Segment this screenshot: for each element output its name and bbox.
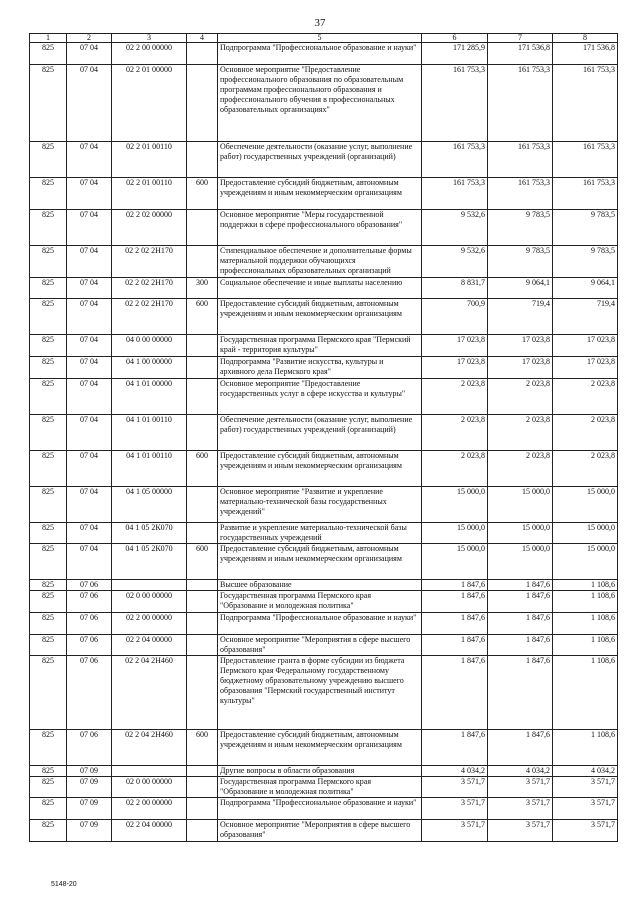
kvsr-code-cell: 825 [30,487,67,523]
table-row [30,65,618,142]
amount-cell-1: 1 847,6 [422,580,488,591]
amount-cell-2: 3 571,7 [488,777,553,798]
expense-type-cell [187,613,218,635]
section-code-cell: 07 06 [67,635,112,656]
table-row [30,730,618,766]
amount-cell-2: 9 783,5 [488,246,553,278]
amount-cell-3: 1 108,6 [553,591,618,613]
description-cell: Социальное обеспечение и иные выплаты населению [218,278,422,299]
expense-type-cell [187,777,218,798]
target-code-cell: 02 0 00 00000 [112,591,187,613]
section-code-cell: 07 04 [67,246,112,278]
description-cell: Подпрограмма "Профессиональное образование и науки" [218,613,422,635]
expense-type-cell [187,766,218,777]
table-row [30,178,618,210]
kvsr-code-cell: 825 [30,357,67,379]
kvsr-code-cell: 825 [30,523,67,544]
expense-type-cell [187,357,218,379]
kvsr-code-cell: 825 [30,65,67,142]
amount-cell-2: 15 000,0 [488,523,553,544]
amount-cell-2: 15 000,0 [488,544,553,580]
description-cell: Основное мероприятие "Развитие и укрепление материально-технической базы государственных учреждений" [218,487,422,523]
description-cell: Основное мероприятие "Мероприятия в сфере высшего образования" [218,820,422,842]
target-code-cell: 02 2 02 00000 [112,210,187,246]
budget-table [29,33,618,842]
target-code-cell: 02 2 00 00000 [112,43,187,65]
section-code-cell: 07 09 [67,766,112,777]
kvsr-code-cell: 825 [30,299,67,335]
expense-type-cell [187,142,218,178]
table-row [30,335,618,357]
table-row [30,766,618,777]
description-cell: Предоставление субсидий бюджетным, автономным учреждениям и иным некоммерческим организациям [218,451,422,487]
amount-cell-2: 2 023,8 [488,415,553,451]
amount-cell-2: 17 023,8 [488,335,553,357]
target-code-cell: 04 1 01 00110 [112,415,187,451]
amount-cell-3: 3 571,7 [553,777,618,798]
target-code-cell: 04 1 05 2К070 [112,544,187,580]
target-code-cell: 04 1 00 00000 [112,357,187,379]
target-code-cell: 02 2 02 2Н170 [112,299,187,335]
description-cell: Предоставление субсидий бюджетным, автономным учреждениям и иным некоммерческим организациям [218,178,422,210]
kvsr-code-cell: 825 [30,246,67,278]
header-cell: 4 [187,34,218,43]
table-row [30,451,618,487]
expense-type-cell [187,379,218,415]
kvsr-code-cell: 825 [30,656,67,730]
target-code-cell: 04 0 00 00000 [112,335,187,357]
amount-cell-1: 161 753,3 [422,178,488,210]
description-cell: Другие вопросы в области образования [218,766,422,777]
amount-cell-3: 2 023,8 [553,379,618,415]
target-code-cell: 04 1 01 00110 [112,451,187,487]
description-cell: Высшее образование [218,580,422,591]
expense-type-cell [187,580,218,591]
table-row [30,487,618,523]
section-code-cell: 07 04 [67,210,112,246]
header-cell: 5 [218,34,422,43]
document-code: 5148-20 [51,881,77,888]
target-code-cell: 02 2 00 00000 [112,613,187,635]
target-code-cell [112,580,187,591]
amount-cell-3: 15 000,0 [553,544,618,580]
amount-cell-3: 161 753,3 [553,65,618,142]
amount-cell-3: 2 023,8 [553,451,618,487]
kvsr-code-cell: 825 [30,591,67,613]
section-code-cell: 07 04 [67,142,112,178]
table-row [30,613,618,635]
amount-cell-1: 700,9 [422,299,488,335]
section-code-cell: 07 04 [67,451,112,487]
section-code-cell: 07 06 [67,656,112,730]
amount-cell-3: 9 783,5 [553,210,618,246]
table-row [30,798,618,820]
amount-cell-3: 17 023,8 [553,357,618,379]
table-row [30,142,618,178]
amount-cell-2: 3 571,7 [488,820,553,842]
description-cell: Основное мероприятие "Предоставление профессионального образования по образовательным программам профессионального образования и профессионального обучения в профессиональных образовательных организациях" [218,65,422,142]
kvsr-code-cell: 825 [30,580,67,591]
kvsr-code-cell: 825 [30,451,67,487]
description-cell: Обеспечение деятельности (оказание услуг, выполнение работ) государственных учреждений (организаций) [218,142,422,178]
table-row [30,523,618,544]
expense-type-cell [187,415,218,451]
section-code-cell: 07 04 [67,299,112,335]
amount-cell-1: 3 571,7 [422,777,488,798]
amount-cell-1: 161 753,3 [422,65,488,142]
kvsr-code-cell: 825 [30,544,67,580]
expense-type-cell [187,210,218,246]
description-cell: Основное мероприятие "Предоставление государственных услуг в сфере искусства и культуры" [218,379,422,415]
amount-cell-2: 9 064,1 [488,278,553,299]
description-cell: Предоставление субсидий бюджетным, автономным учреждениям и иным некоммерческим организациям [218,544,422,580]
amount-cell-2: 17 023,8 [488,357,553,379]
amount-cell-2: 719,4 [488,299,553,335]
amount-cell-1: 2 023,8 [422,379,488,415]
target-code-cell: 02 2 01 00110 [112,178,187,210]
target-code-cell: 02 2 02 2Н170 [112,278,187,299]
kvsr-code-cell: 825 [30,613,67,635]
section-code-cell: 07 09 [67,798,112,820]
expense-type-cell: 600 [187,178,218,210]
amount-cell-3: 1 108,6 [553,730,618,766]
amount-cell-1: 17 023,8 [422,335,488,357]
target-code-cell: 02 2 04 2Н460 [112,656,187,730]
target-code-cell: 02 2 04 00000 [112,820,187,842]
table-row [30,820,618,842]
description-cell: Государственная программа Пермского края "Пермский край - территория культуры" [218,335,422,357]
amount-cell-3: 161 753,3 [553,142,618,178]
table-row [30,299,618,335]
amount-cell-3: 1 108,6 [553,656,618,730]
section-code-cell: 07 04 [67,65,112,142]
amount-cell-2: 1 847,6 [488,730,553,766]
target-code-cell: 02 2 00 00000 [112,798,187,820]
expense-type-cell [187,335,218,357]
header-row [30,34,618,43]
target-code-cell: 04 1 05 00000 [112,487,187,523]
section-code-cell: 07 04 [67,178,112,210]
description-cell: Основное мероприятие "Мероприятия в сфере высшего образования" [218,635,422,656]
table-row [30,210,618,246]
section-code-cell: 07 06 [67,580,112,591]
amount-cell-1: 1 847,6 [422,730,488,766]
amount-cell-1: 171 285,9 [422,43,488,65]
description-cell: Государственная программа Пермского края "Образование и молодежная политика" [218,777,422,798]
table-row [30,580,618,591]
section-code-cell: 07 04 [67,415,112,451]
kvsr-code-cell: 825 [30,766,67,777]
section-code-cell: 07 06 [67,591,112,613]
amount-cell-1: 3 571,7 [422,798,488,820]
amount-cell-1: 2 023,8 [422,451,488,487]
section-code-cell: 07 04 [67,357,112,379]
amount-cell-2: 15 000,0 [488,487,553,523]
header-cell: 2 [67,34,112,43]
table-row [30,379,618,415]
target-code-cell: 02 0 00 00000 [112,777,187,798]
expense-type-cell [187,65,218,142]
expense-type-cell [187,43,218,65]
amount-cell-3: 3 571,7 [553,798,618,820]
expense-type-cell: 600 [187,544,218,580]
section-code-cell: 07 04 [67,544,112,580]
expense-type-cell: 600 [187,451,218,487]
amount-cell-2: 1 847,6 [488,656,553,730]
table-row [30,656,618,730]
amount-cell-1: 15 000,0 [422,544,488,580]
amount-cell-1: 17 023,8 [422,357,488,379]
section-code-cell: 07 04 [67,487,112,523]
section-code-cell: 07 06 [67,730,112,766]
expense-type-cell [187,820,218,842]
description-cell: Подпрограмма "Развитие искусства, культуры и архивного дела Пермского края" [218,357,422,379]
section-code-cell: 07 04 [67,523,112,544]
kvsr-code-cell: 825 [30,798,67,820]
amount-cell-2: 3 571,7 [488,798,553,820]
amount-cell-2: 2 023,8 [488,379,553,415]
kvsr-code-cell: 825 [30,820,67,842]
section-code-cell: 07 09 [67,777,112,798]
amount-cell-2: 1 847,6 [488,613,553,635]
amount-cell-1: 15 000,0 [422,523,488,544]
amount-cell-1: 161 753,3 [422,142,488,178]
description-cell: Подпрограмма "Профессиональное образование и науки" [218,43,422,65]
amount-cell-2: 161 753,3 [488,142,553,178]
amount-cell-3: 4 034,2 [553,766,618,777]
amount-cell-3: 1 108,6 [553,635,618,656]
target-code-cell: 02 2 01 00110 [112,142,187,178]
expense-type-cell [187,798,218,820]
expense-type-cell [187,246,218,278]
kvsr-code-cell: 825 [30,142,67,178]
section-code-cell: 07 04 [67,379,112,415]
amount-cell-3: 15 000,0 [553,487,618,523]
amount-cell-2: 4 034,2 [488,766,553,777]
amount-cell-2: 9 783,5 [488,210,553,246]
section-code-cell: 07 06 [67,613,112,635]
description-cell: Обеспечение деятельности (оказание услуг, выполнение работ) государственных учреждений (организаций) [218,415,422,451]
table-row [30,591,618,613]
table-row [30,278,618,299]
amount-cell-2: 2 023,8 [488,451,553,487]
amount-cell-3: 9 783,5 [553,246,618,278]
kvsr-code-cell: 825 [30,178,67,210]
section-code-cell: 07 04 [67,278,112,299]
amount-cell-3: 15 000,0 [553,523,618,544]
kvsr-code-cell: 825 [30,415,67,451]
kvsr-code-cell: 825 [30,278,67,299]
expense-type-cell [187,656,218,730]
description-cell: Предоставление гранта в форме субсидии из бюджета Пермского края Федеральному государственному бюджетному образовательному учреждению высшего образования "Пермский государственный институт культуры" [218,656,422,730]
header-cell: 8 [553,34,618,43]
description-cell: Развитие и укрепление материально-технической базы государственных учреждений [218,523,422,544]
amount-cell-3: 1 108,6 [553,613,618,635]
target-code-cell: 02 2 01 00000 [112,65,187,142]
target-code-cell: 02 2 02 2Н170 [112,246,187,278]
amount-cell-3: 171 536,8 [553,43,618,65]
amount-cell-1: 9 532,6 [422,210,488,246]
target-code-cell: 04 1 05 2К070 [112,523,187,544]
amount-cell-3: 1 108,6 [553,580,618,591]
description-cell: Основное мероприятие "Меры государственной поддержки в сфере профессионального образования" [218,210,422,246]
description-cell: Предоставление субсидий бюджетным, автономным учреждениям и иным некоммерческим организациям [218,299,422,335]
amount-cell-2: 1 847,6 [488,635,553,656]
description-cell: Подпрограмма "Профессиональное образование и науки" [218,798,422,820]
expense-type-cell: 600 [187,299,218,335]
amount-cell-2: 161 753,3 [488,65,553,142]
amount-cell-1: 4 034,2 [422,766,488,777]
amount-cell-3: 3 571,7 [553,820,618,842]
amount-cell-1: 15 000,0 [422,487,488,523]
kvsr-code-cell: 825 [30,379,67,415]
kvsr-code-cell: 825 [30,210,67,246]
kvsr-code-cell: 825 [30,635,67,656]
kvsr-code-cell: 825 [30,335,67,357]
table-row [30,777,618,798]
section-code-cell: 07 04 [67,43,112,65]
target-code-cell: 02 2 04 00000 [112,635,187,656]
section-code-cell: 07 09 [67,820,112,842]
target-code-cell: 04 1 01 00000 [112,379,187,415]
description-cell: Стипендиальное обеспечение и дополнительные формы материальной поддержки обучающихся профессиональных образовательных организаций [218,246,422,278]
amount-cell-1: 8 831,7 [422,278,488,299]
amount-cell-1: 1 847,6 [422,635,488,656]
kvsr-code-cell: 825 [30,730,67,766]
table-row [30,544,618,580]
expense-type-cell: 600 [187,730,218,766]
amount-cell-3: 161 753,3 [553,178,618,210]
table-row [30,357,618,379]
amount-cell-1: 9 532,6 [422,246,488,278]
description-cell: Предоставление субсидий бюджетным, автономным учреждениям и иным некоммерческим организациям [218,730,422,766]
table-row [30,415,618,451]
page-number: 37 [314,17,326,29]
amount-cell-1: 1 847,6 [422,656,488,730]
amount-cell-3: 719,4 [553,299,618,335]
amount-cell-1: 1 847,6 [422,613,488,635]
amount-cell-3: 9 064,1 [553,278,618,299]
header-cell: 1 [30,34,67,43]
amount-cell-3: 17 023,8 [553,335,618,357]
amount-cell-1: 2 023,8 [422,415,488,451]
amount-cell-3: 2 023,8 [553,415,618,451]
table-row [30,635,618,656]
amount-cell-2: 1 847,6 [488,580,553,591]
description-cell: Государственная программа Пермского края "Образование и молодежная политика" [218,591,422,613]
target-code-cell: 02 2 04 2Н460 [112,730,187,766]
amount-cell-2: 161 753,3 [488,178,553,210]
header-cell: 7 [488,34,553,43]
section-code-cell: 07 04 [67,335,112,357]
header-cell: 6 [422,34,488,43]
amount-cell-1: 3 571,7 [422,820,488,842]
table-row [30,246,618,278]
table-row [30,43,618,65]
expense-type-cell: 300 [187,278,218,299]
amount-cell-2: 1 847,6 [488,591,553,613]
kvsr-code-cell: 825 [30,43,67,65]
expense-type-cell [187,487,218,523]
expense-type-cell [187,635,218,656]
header-cell: 3 [112,34,187,43]
amount-cell-1: 1 847,6 [422,591,488,613]
amount-cell-2: 171 536,8 [488,43,553,65]
expense-type-cell [187,591,218,613]
expense-type-cell [187,523,218,544]
kvsr-code-cell: 825 [30,777,67,798]
target-code-cell [112,766,187,777]
